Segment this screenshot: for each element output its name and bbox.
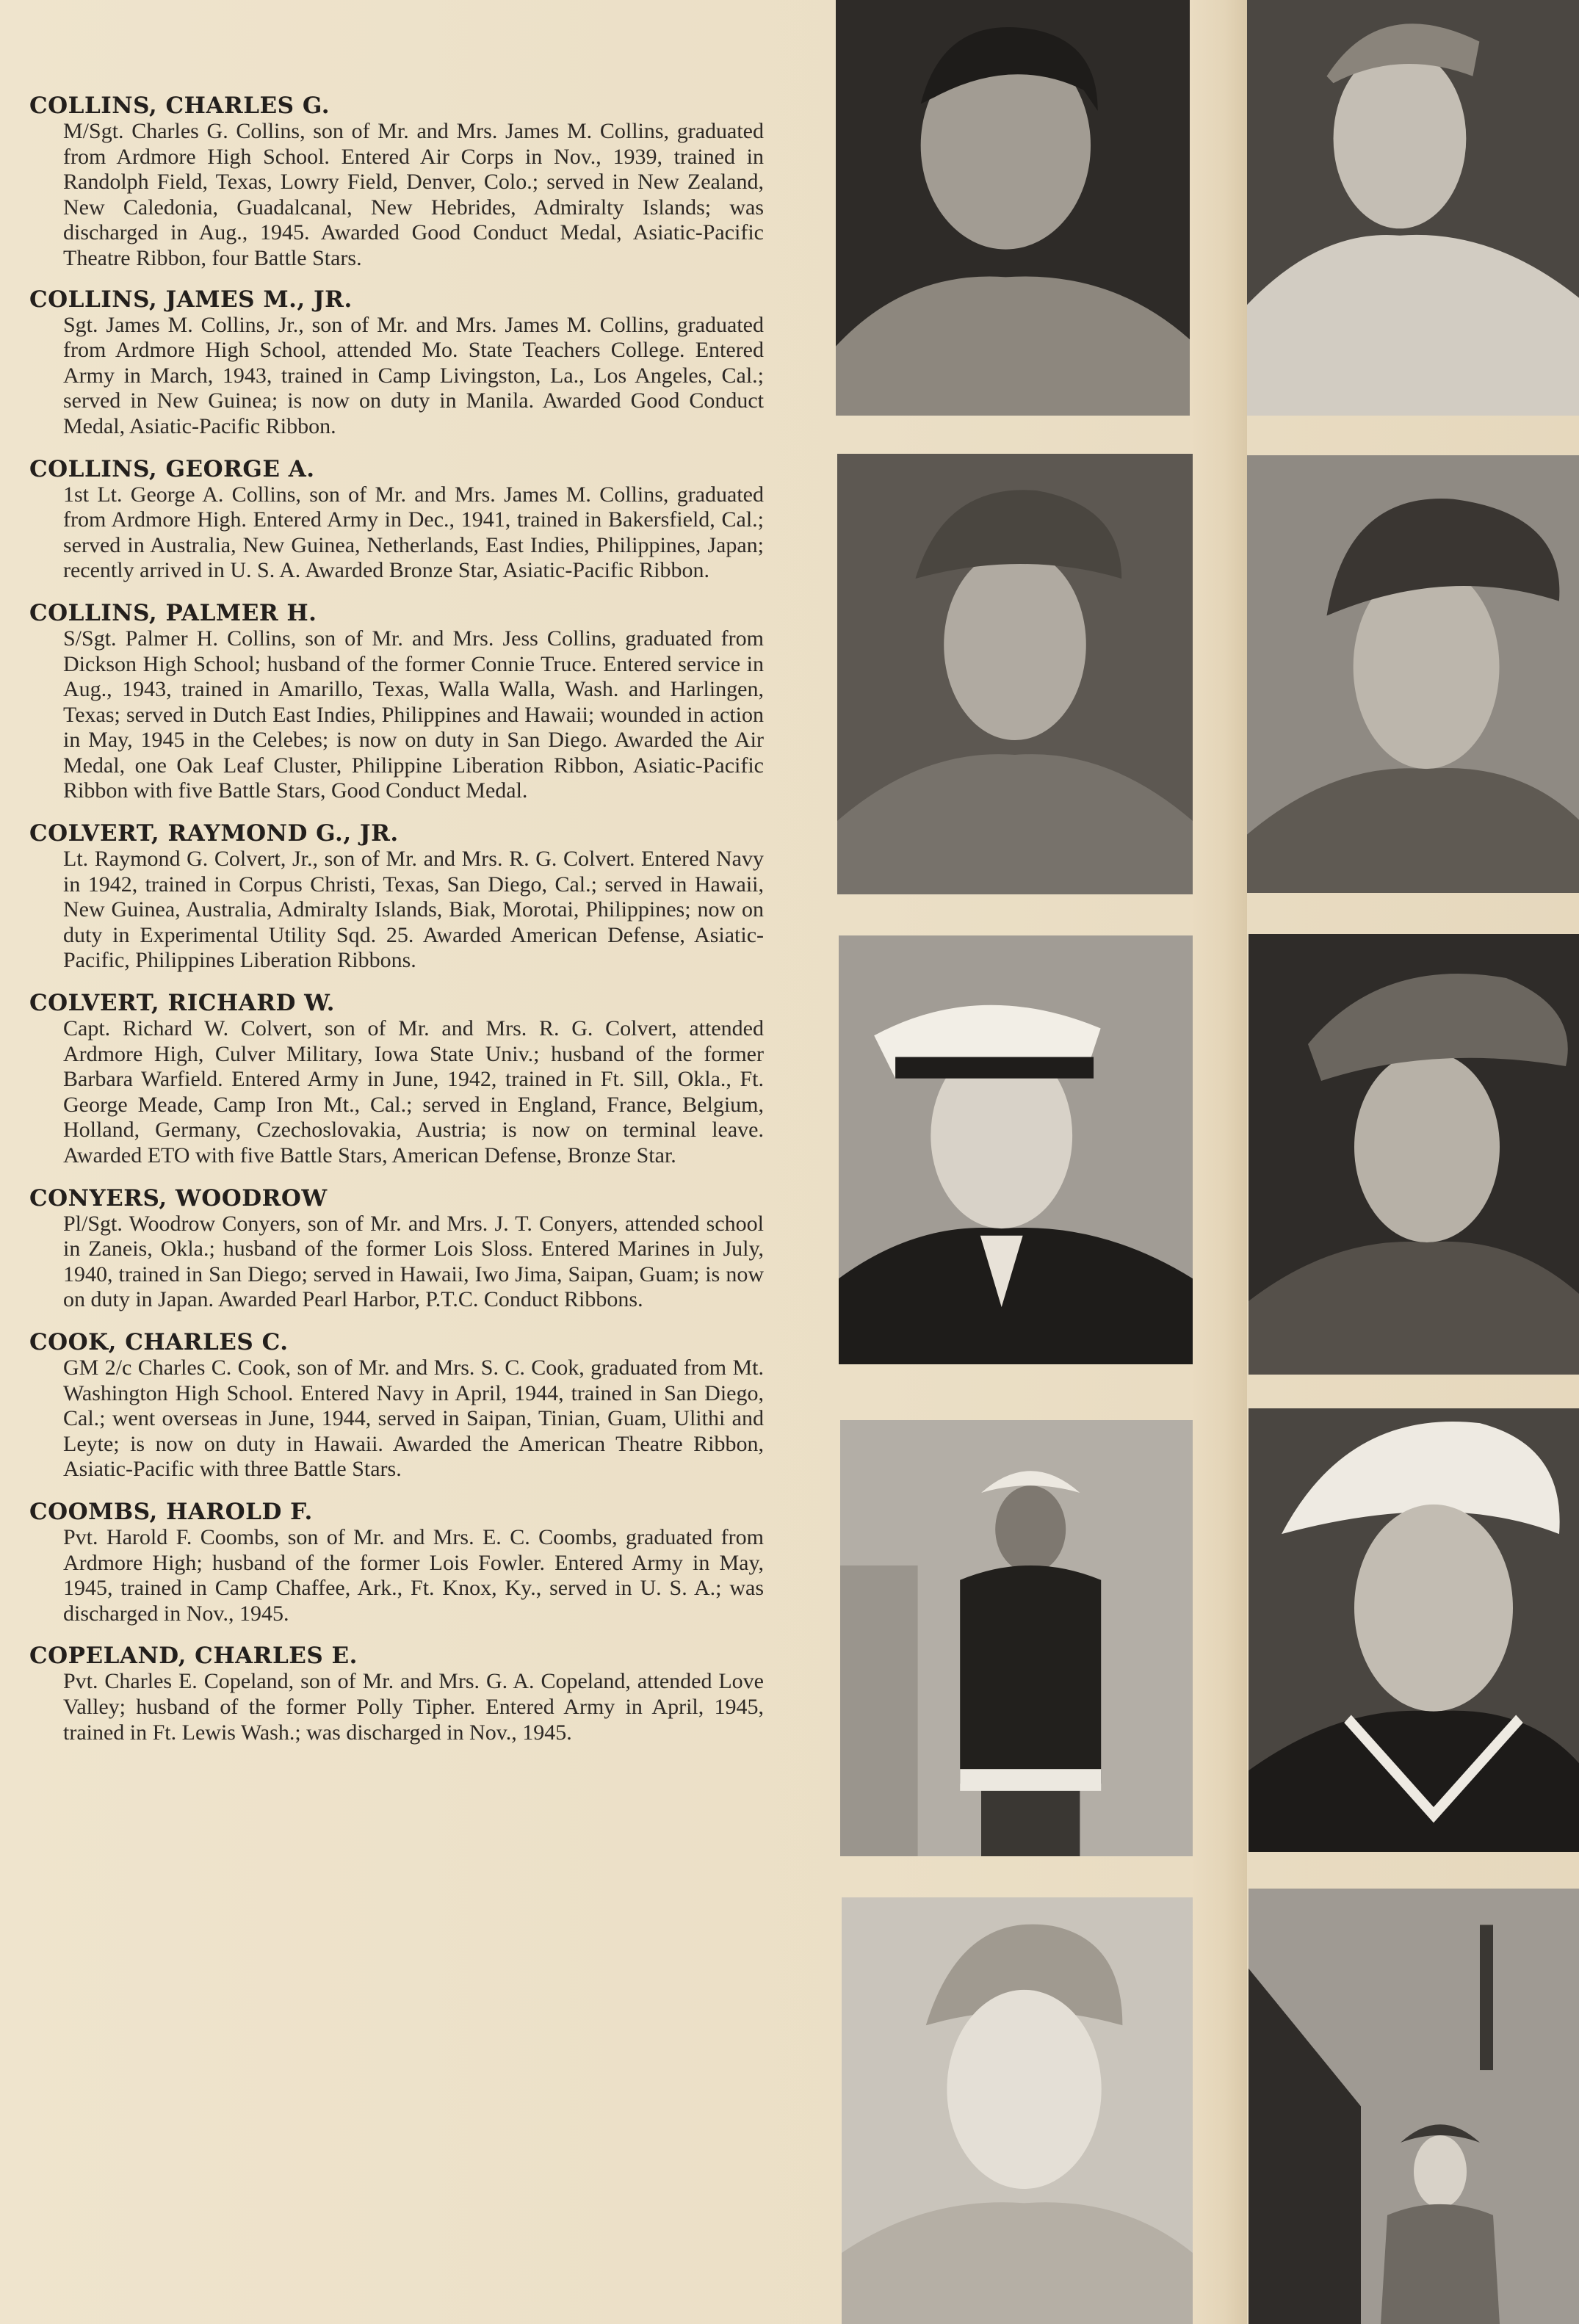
entry-body: 1st Lt. George A. Collins, son of Mr. and Mrs. James M. Collins, graduated from Ardmore High. Entered Army in Dec., 1941, trained in Bakersfield, Cal.; served in Australia, New Guinea, Netherlands, East Indies, Philippines, Japan; recently arrived in U. S. A. Awarded Bronze Star, Asiatic-Pacific Ribbon. <box>63 482 764 583</box>
entry-name: COLVERT, RAYMOND G., JR. <box>29 820 399 847</box>
entry-collins-charles <box>29 93 764 272</box>
entry-body: Capt. Richard W. Colvert, son of Mr. and Mrs. R. G. Colvert, attended Ardmore High, Culver Military, Iowa State Univ.; husband of the former Barbara Warfield. Entered Army in June, 1942, trained in Ft. Sill, Okla., Ft. George Meade, Camp Iron Mt., Cal.; served in England, France, Belgium, Holland, Germany, Czechoslovakia, Austria; is now on terminal leave. Awarded ETO with five Battle Stars, American Defense, Bronze Star. <box>63 1016 764 1168</box>
portrait-photo <box>837 454 1193 894</box>
entry-body: Pvt. Harold F. Coombs, son of Mr. and Mrs. E. C. Coombs, graduated from Ardmore High; husband of the former Lois Fowler. Entered Army in May, 1945, trained in Camp Chaffee, Ark., Ft. Knox, Ky., served in U. S. A.; was discharged in Nov., 1945. <box>63 1524 764 1626</box>
entry-body: Sgt. James M. Collins, Jr., son of Mr. and Mrs. James M. Collins, graduated from Ardmore High School, attended Mo. State Teachers College. Entered Army in March, 1943, trained in Camp Livingston, La., Los Angeles, Cal.; served in New Guinea; is now on duty in Manila. Awarded Good Conduct Medal, Asiatic-Pacific Ribbon. <box>63 312 764 438</box>
entry-name: COLLINS, PALMER H. <box>29 599 317 626</box>
portrait-photo <box>840 1420 1193 1856</box>
entry-name: COLLINS, JAMES M., JR. <box>29 286 353 313</box>
portrait-silhouette <box>836 0 1190 416</box>
entry-colvert-raymond <box>29 820 764 974</box>
entry-body: Pl/Sgt. Woodrow Conyers, son of Mr. and Mrs. J. T. Conyers, attended school in Zaneis, Okla.; husband of the former Lois Sloss. Entered Marines in July, 1940, trained in San Diego; served in Hawaii, Iwo Jima, Saipan, Guam; is now on duty in Japan. Awarded Pearl Harbor, P.T.C. Conduct Ribbons. <box>63 1211 764 1312</box>
entry-body: Lt. Raymond G. Colvert, Jr., son of Mr. and Mrs. R. G. Colvert. Entered Navy in 1942, trained in Corpus Christi, Texas, San Diego, Cal.; served in Hawaii, New Guinea, Australia, Admiralty Islands, Biak, Morotai, Philippines; now on duty in Experimental Utility Sqd. 25. Awarded American Defense, Asiatic-Pacific, Philippines Liberation Ribbons. <box>63 847 764 973</box>
entry-name: COLLINS, CHARLES G. <box>29 93 330 119</box>
portrait-silhouette <box>1247 455 1579 893</box>
portrait-photo <box>842 1897 1193 2324</box>
entry-collins-george <box>29 456 764 584</box>
entry-copeland-charles <box>29 1643 764 1745</box>
entry-body: Pvt. Charles E. Copeland, son of Mr. and Mrs. G. A. Copeland, attended Love Valley; husband of the former Polly Tipher. Entered Army in April, 1945, trained in Ft. Lewis Wash.; was discharged in Nov., 1945. <box>63 1669 764 1745</box>
portrait-photo <box>1247 0 1579 416</box>
portrait-silhouette <box>839 935 1193 1364</box>
entry-collins-james <box>29 286 764 440</box>
entry-collins-palmer <box>29 600 764 804</box>
entry-body: S/Sgt. Palmer H. Collins, son of Mr. and Mrs. Jess Collins, graduated from Dickson High School; husband of the former Connie Truce. Entered service in Aug., 1943, trained in Amarillo, Texas, Walla Walla, Wash. and Harlingen, Texas; served in Dutch East Indies, Philippines and Hawaii; wounded in action in May, 1945 in the Celebes; is now on duty in San Diego. Awarded the Air Medal, one Oak Leaf Cluster, Philippine Liberation Ribbon, Asiatic-Pacific Ribbon with five Battle Stars, Good Conduct Medal. <box>63 626 764 803</box>
portrait-photo <box>836 0 1190 416</box>
portrait-silhouette <box>1247 0 1579 416</box>
entry-body: M/Sgt. Charles G. Collins, son of Mr. and Mrs. James M. Collins, graduated from Ardmore High School. Entered Air Corps in Nov., 1939, trained in Randolph Field, Texas, Lowry Field, Denver, Colo.; served in New Zealand, New Caledonia, Guadalcanal, New Hebrides, Admiralty Islands; was discharged in Aug., 1945. Awarded Good Conduct Medal, Asiatic-Pacific Theatre Ribbon, four Battle Stars. <box>63 119 764 270</box>
portrait-silhouette <box>837 454 1193 894</box>
entry-name: COOK, CHARLES C. <box>29 1328 289 1355</box>
entry-name: COPELAND, CHARLES E. <box>29 1643 358 1670</box>
portrait-photo <box>839 935 1193 1364</box>
biography-column <box>29 93 764 1764</box>
entry-colvert-richard <box>29 990 764 1169</box>
entry-cook-charles <box>29 1329 764 1483</box>
portrait-silhouette <box>1249 1889 1579 2324</box>
entry-body: GM 2/c Charles C. Cook, son of Mr. and Mrs. S. C. Cook, graduated from Mt. Washington High School. Entered Navy in April, 1944, trained in San Diego, Cal.; went overseas in June, 1944, served in Saipan, Tinian, Guam, Ulithi and Leyte; is now on duty in Hawaii. Awarded the American Theatre Ribbon, Asiatic-Pacific with three Battle Stars. <box>63 1355 764 1482</box>
portrait-silhouette <box>842 1897 1193 2324</box>
portrait-silhouette <box>1249 934 1579 1375</box>
portrait-photo <box>1249 1889 1579 2324</box>
entry-conyers-woodrow <box>29 1185 764 1313</box>
entry-name: CONYERS, WOODROW <box>29 1184 328 1212</box>
portrait-photo <box>1249 1408 1579 1852</box>
entry-name: COLLINS, GEORGE A. <box>29 455 315 482</box>
entry-coombs-harold <box>29 1499 764 1626</box>
portrait-silhouette <box>1249 1408 1579 1852</box>
portrait-silhouette <box>840 1420 1193 1856</box>
entry-name: COOMBS, HAROLD F. <box>29 1498 313 1525</box>
photo-gutter <box>1190 0 1247 2324</box>
entry-name: COLVERT, RICHARD W. <box>29 990 335 1017</box>
portrait-photo <box>1249 934 1579 1375</box>
portrait-photo <box>1247 455 1579 893</box>
